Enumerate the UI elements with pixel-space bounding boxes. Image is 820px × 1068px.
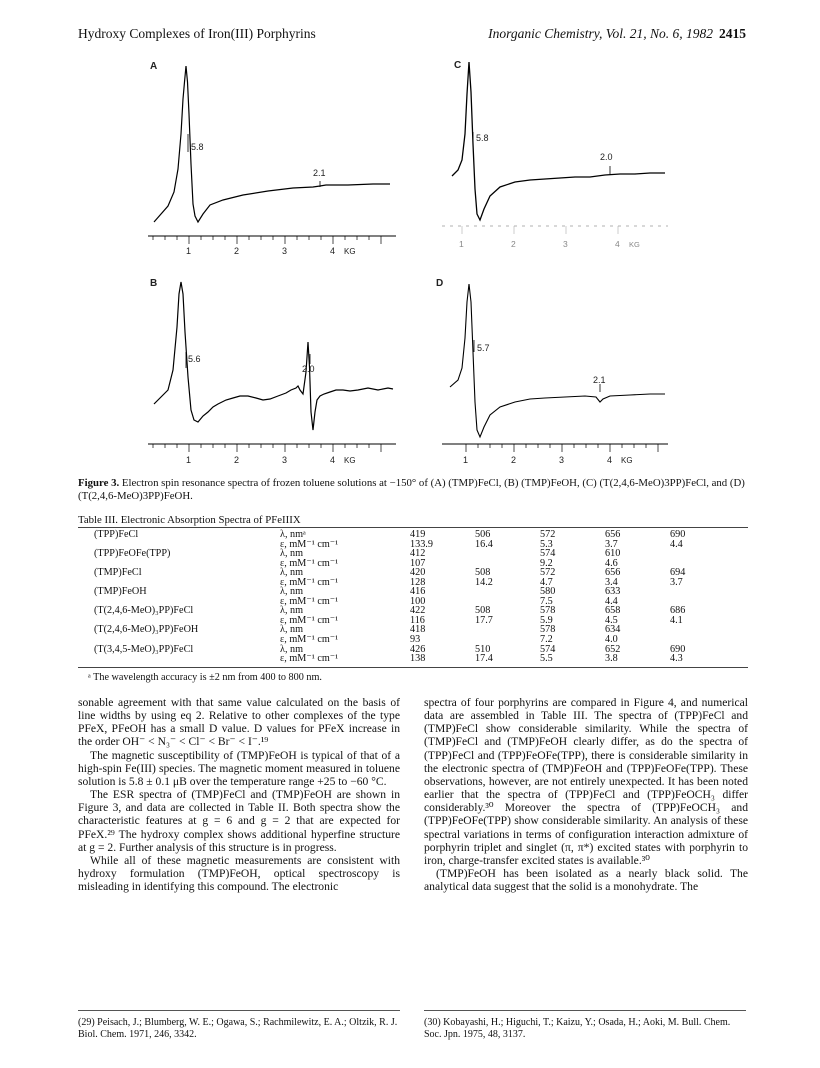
panel-label: B bbox=[150, 278, 158, 289]
value-cell: 107 bbox=[410, 557, 426, 569]
compound-cell: (T(2,4,6-MeO)₃PP)FeOH bbox=[94, 624, 199, 636]
quantity-cell: ε, mM⁻¹ cm⁻¹ bbox=[280, 595, 339, 607]
value-cell: 116 bbox=[410, 614, 425, 626]
value-cell: 7.2 bbox=[540, 634, 553, 646]
compound-cell: (TMP)FeCl bbox=[94, 567, 142, 579]
value-cell: 4.7 bbox=[540, 576, 553, 588]
journal-citation: Inorganic Chemistry, Vol. 21, No. 6, 1982 bbox=[488, 26, 713, 41]
value-cell: 3.4 bbox=[605, 576, 618, 588]
value-cell: 4.3 bbox=[670, 653, 683, 665]
value-cell: 3.7 bbox=[605, 538, 618, 550]
tick-label: 4 bbox=[330, 246, 336, 256]
value-cell: 634 bbox=[605, 624, 621, 636]
peak-label-g1: 5.6 bbox=[188, 354, 201, 364]
value-cell: 656 bbox=[605, 567, 621, 579]
value-cell: 610 bbox=[605, 548, 621, 560]
running-head-title: Hydroxy Complexes of Iron(III) Porphyrins bbox=[78, 26, 316, 41]
value-cell: 508 bbox=[475, 605, 491, 617]
peak-label-g1: 5.8 bbox=[191, 142, 204, 152]
quantity-cell: λ, nm bbox=[280, 548, 304, 560]
unit-label: KG bbox=[629, 240, 640, 249]
value-cell: 416 bbox=[410, 586, 426, 598]
figure-caption-label: Figure 3. bbox=[78, 477, 120, 489]
value-cell: 17.4 bbox=[475, 653, 493, 665]
esr-panel-a bbox=[148, 54, 398, 259]
value-cell: 9.2 bbox=[540, 557, 553, 569]
body-column-right bbox=[424, 696, 748, 893]
esr-panel-b bbox=[148, 272, 398, 472]
quantity-cell: λ, nm bbox=[280, 643, 304, 655]
peak-label-g1: 5.8 bbox=[476, 133, 489, 143]
value-cell: 572 bbox=[540, 529, 556, 540]
value-cell: 5.3 bbox=[540, 538, 553, 550]
tick-label: 2 bbox=[234, 455, 240, 465]
value-cell: 7.5 bbox=[540, 595, 553, 607]
panel-label: C bbox=[454, 60, 462, 71]
table-title: Table III. Electronic Absorption Spectra of PFeIIIX bbox=[78, 514, 301, 526]
footnote-rule-left bbox=[78, 1010, 400, 1011]
value-cell: 690 bbox=[670, 529, 686, 540]
quantity-cell: ε, mM⁻¹ cm⁻¹ bbox=[280, 538, 339, 550]
paragraph: (TMP)FeOH has been isolated as a nearly black solid. The analytical data suggest that the solid is a monohydrate. The bbox=[424, 867, 748, 894]
peak-label-g1: 5.7 bbox=[477, 343, 490, 353]
unit-label: KG bbox=[344, 456, 356, 465]
unit-label: KG bbox=[621, 456, 633, 465]
body-column-left bbox=[78, 696, 400, 893]
value-cell: 578 bbox=[540, 605, 556, 617]
tick-label: 3 bbox=[282, 455, 288, 465]
tick-label: 4 bbox=[330, 455, 336, 465]
figure-caption-text: Electron spin resonance spectra of frozen toluene solutions at −150° of (A) (TMP)FeCl, (B) (TMP)FeOH, (C) (T(2,4,6-MeO)3PP)FeCl, and (D) (T(2,4,6-MeO)3PP)FeOH. bbox=[78, 477, 745, 502]
value-cell: 17.7 bbox=[475, 614, 493, 626]
value-cell: 3.8 bbox=[605, 653, 618, 665]
value-cell: 100 bbox=[410, 595, 426, 607]
reference-29: (29) Peisach, J.; Blumberg, W. E.; Ogawa, S.; Rachmilewitz, E. A.; Oltzik, R. J. Biol. Chem. 1971, 246, 3342. bbox=[78, 1017, 398, 1040]
value-cell: 510 bbox=[475, 643, 491, 655]
quantity-cell: λ, nm bbox=[280, 624, 304, 636]
tick-label: 1 bbox=[459, 239, 464, 249]
absorption-table bbox=[94, 530, 735, 664]
value-cell: 4.5 bbox=[605, 614, 618, 626]
peak-label-g2: 2.0 bbox=[302, 364, 315, 374]
value-cell: 574 bbox=[540, 548, 556, 560]
value-cell: 4.4 bbox=[605, 595, 618, 607]
paragraph: The magnetic susceptibility of (TMP)FeOH is typical of that of a high-spin Fe(III) species. The magnetic moment measured in toluene solution is 5.8 ± 0.1 μB over the temperature range +25 to −60 °C. bbox=[78, 748, 400, 788]
compound-cell: (TMP)FeOH bbox=[94, 586, 147, 598]
esr-trace bbox=[154, 66, 390, 222]
quantity-cell: ε, mM⁻¹ cm⁻¹ bbox=[280, 557, 339, 569]
quantity-cell: λ, nm bbox=[280, 567, 304, 579]
value-cell: 133.9 bbox=[410, 538, 433, 550]
paragraph: spectra of four porphyrins are compared in Figure 4, and numerical data are assembled in Table III. The spectra of (TPP)FeCl and (TMP)FeCl show considerable similarity. While the spectra of (TMP)FeCl and (TMP)FeOH clearly differ, as do the spectra of (TPP)FeCl and (TPP)FeOFe(TPP), there is considerable similarity in the electronic spectra of (TMP)FeOH and (TPP)FeOFe(TPP). These observations, however, are not entirely unexpected. It has been noted earlier that the spectra of (TPP)FeCl and (TPP)FeOCH₃ differ considerably.³⁰ Moreover the spectra of (TPP)FeOCH₃ and (TPP)FeOFe(TPP) show considerable similarity. An analysis of these spectral variations in terms of configuration interaction admixture of porphyrin triplet and singlet (π, π*) excited states with porphyrin to iron, charge-transfer excited states is available.³⁰ bbox=[424, 696, 748, 867]
quantity-cell: ε, mM⁻¹ cm⁻¹ bbox=[280, 634, 339, 646]
value-cell bbox=[475, 587, 540, 597]
value-cell: 652 bbox=[605, 643, 621, 655]
table-rule-top bbox=[78, 527, 748, 528]
value-cell: 93 bbox=[410, 634, 421, 646]
value-cell: 656 bbox=[605, 529, 621, 540]
value-cell: 4.1 bbox=[670, 614, 683, 626]
value-cell: 506 bbox=[475, 529, 491, 540]
value-cell: 4.6 bbox=[605, 557, 618, 569]
tick-label: 4 bbox=[615, 239, 620, 249]
value-cell bbox=[670, 587, 735, 597]
unit-label: KG bbox=[344, 247, 356, 256]
value-cell: 5.9 bbox=[540, 614, 553, 626]
paragraph: sonable agreement with that same value calculated on the basis of line widths by using eq 2. Relative to other complexes of the type PFeX, PFeOH has a small D value. D values for PFeX increase in the order OH⁻ < N₃⁻ < Cl⁻ < Br⁻ < I⁻.¹⁹ bbox=[78, 696, 400, 749]
table-row bbox=[94, 654, 735, 664]
value-cell: 578 bbox=[540, 624, 556, 636]
value-cell: 422 bbox=[410, 605, 426, 617]
value-cell bbox=[475, 625, 540, 635]
value-cell: 3.7 bbox=[670, 576, 683, 588]
value-cell: 4.0 bbox=[605, 634, 618, 646]
paragraph: The ESR spectra of (TMP)FeCl and (TMP)FeOH are shown in Figure 3, and data are collected in Table II. Both spectra show the characteristic features at g = 6 and g = 2 that are expected for PFeX.²⁹ The hydroxy complex shows additional hyperfine structure at g = 2. Further analysis of this structure is in progress. bbox=[78, 788, 400, 854]
esr-panel-c bbox=[420, 54, 670, 259]
value-cell: 686 bbox=[670, 605, 686, 617]
quantity-cell: λ, nm bbox=[280, 605, 304, 617]
tick-label: 1 bbox=[186, 455, 192, 465]
footnote-rule-right bbox=[424, 1010, 746, 1011]
value-cell bbox=[670, 625, 735, 635]
table-rule-bottom bbox=[78, 667, 748, 668]
value-cell: 658 bbox=[605, 605, 621, 617]
value-cell: 412 bbox=[410, 548, 426, 560]
value-cell: 694 bbox=[670, 567, 686, 579]
compound-cell bbox=[94, 654, 280, 664]
tick-label: 3 bbox=[282, 246, 288, 256]
value-cell: 16.4 bbox=[475, 538, 493, 550]
quantity-cell: λ, nm bbox=[280, 586, 304, 598]
quantity-cell: ε, mM⁻¹ cm⁻¹ bbox=[280, 614, 339, 626]
tick-label: 4 bbox=[607, 455, 613, 465]
tick-label: 1 bbox=[186, 246, 192, 256]
tick-label: 2 bbox=[511, 239, 516, 249]
value-cell bbox=[670, 549, 735, 559]
value-cell: 572 bbox=[540, 567, 556, 579]
paragraph: While all of these magnetic measurements are consistent with hydroxy formulation (TMP)FeOH, optical spectroscopy is misleading in identifying this compound. The electronic bbox=[78, 853, 400, 894]
value-cell: 138 bbox=[410, 653, 426, 665]
value-cell: 418 bbox=[410, 624, 426, 636]
value-cell: 419 bbox=[410, 529, 426, 540]
reference-30: (30) Kobayashi, H.; Higuchi, T.; Kaizu, Y.; Osada, H.; Aoki, M. Bull. Chem. Soc. Jpn. 1975, 48, 3137. bbox=[424, 1017, 731, 1040]
esr-trace bbox=[450, 284, 665, 437]
value-cell bbox=[475, 549, 540, 559]
esr-panel-d bbox=[420, 272, 670, 472]
compound-cell: (T(3,4,5-MeO)₃PP)FeCl bbox=[94, 643, 194, 655]
page-number: 2415 bbox=[719, 26, 746, 41]
value-cell: 633 bbox=[605, 586, 621, 598]
tick-label: 1 bbox=[463, 455, 469, 465]
value-cell: 508 bbox=[475, 567, 491, 579]
quantity-cell: ε, mM⁻¹ cm⁻¹ bbox=[280, 653, 339, 665]
quantity-cell: ε, mM⁻¹ cm⁻¹ bbox=[280, 576, 339, 588]
figure-caption bbox=[78, 477, 748, 503]
table-footnote: ᵃ The wavelength accuracy is ±2 nm from 400 to 800 nm. bbox=[88, 672, 322, 683]
quantity-cell: λ, nmᵃ bbox=[280, 529, 306, 540]
running-head-journal bbox=[488, 26, 746, 42]
panel-label: D bbox=[436, 278, 444, 289]
value-cell: 420 bbox=[410, 567, 426, 579]
value-cell: 5.5 bbox=[540, 653, 553, 665]
peak-label-g2: 2.1 bbox=[313, 168, 326, 178]
compound-cell: (T(2,4,6-MeO)₃PP)FeCl bbox=[94, 605, 194, 617]
compound-cell: (TPP)FeOFe(TPP) bbox=[94, 548, 171, 560]
value-cell: 690 bbox=[670, 643, 686, 655]
compound-cell: (TPP)FeCl bbox=[94, 529, 139, 540]
value-cell: 580 bbox=[540, 586, 556, 598]
tick-label: 2 bbox=[511, 455, 517, 465]
tick-label: 3 bbox=[559, 455, 565, 465]
value-cell: 426 bbox=[410, 643, 426, 655]
tick-label: 2 bbox=[234, 246, 240, 256]
tick-label: 3 bbox=[563, 239, 568, 249]
panel-label: A bbox=[150, 61, 158, 72]
peak-label-g2: 2.1 bbox=[593, 375, 606, 385]
value-cell: 4.4 bbox=[670, 538, 683, 550]
peak-label-g2: 2.0 bbox=[600, 152, 613, 162]
value-cell: 574 bbox=[540, 643, 556, 655]
value-cell: 128 bbox=[410, 576, 426, 588]
value-cell: 14.2 bbox=[475, 576, 493, 588]
